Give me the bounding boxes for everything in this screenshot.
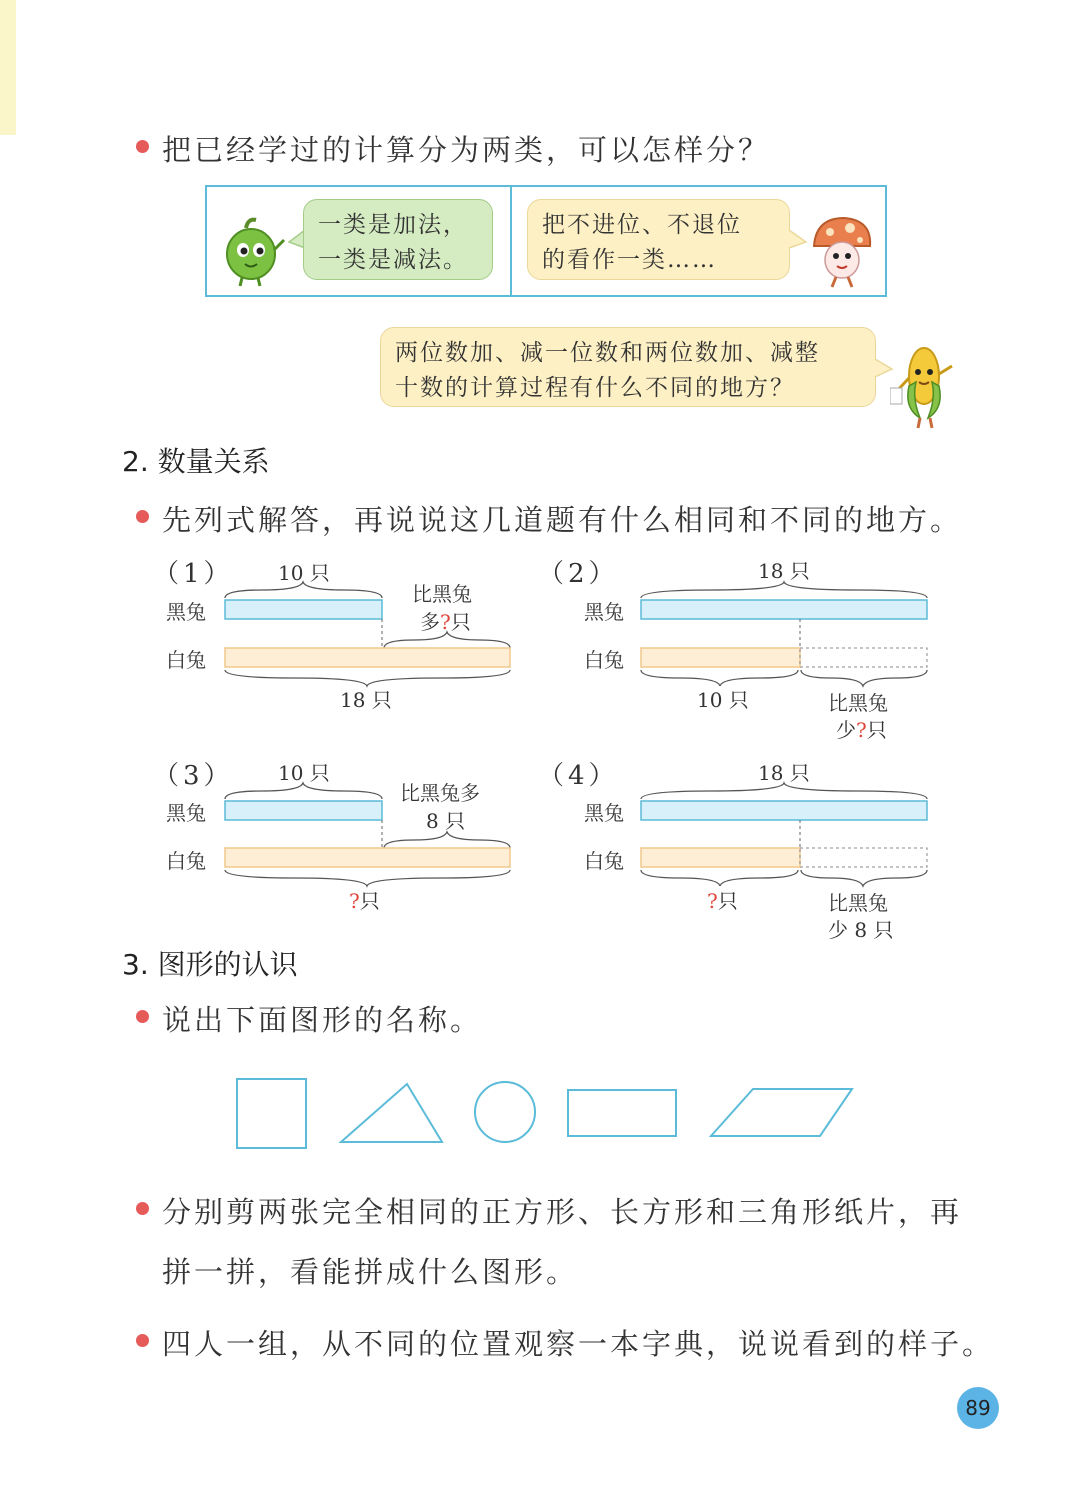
count-label: 18 只 (758, 761, 810, 785)
mushroom-character-icon (810, 216, 874, 290)
question-text: 先列式解答，再说说这几道题有什么相同和不同的地方。 (162, 503, 963, 537)
count-label: 10 只 (278, 761, 330, 785)
difference-unit: 只 (866, 718, 887, 742)
page-number-badge: 89 (957, 1387, 999, 1429)
difference-label: 比黑兔 (828, 891, 888, 915)
problem-number: （2） (538, 559, 619, 589)
bubble-line: 把不进位、不退位 (542, 212, 742, 238)
difference-label: 比黑兔 (412, 582, 472, 606)
question-text: 说出下面图形的名称。 (162, 1003, 483, 1037)
count-unit: 只 (359, 889, 380, 913)
white-rabbit-bar (225, 648, 510, 667)
count-label: 10 只 (278, 561, 330, 585)
bullet-icon (136, 1334, 149, 1347)
row-label-black: 黑兔 (166, 801, 206, 825)
row-label-white: 白兔 (166, 849, 206, 873)
pepper-character-icon (218, 214, 288, 289)
shapes-row (0, 1070, 1080, 1160)
brace (641, 582, 927, 598)
white-rabbit-bar (225, 848, 510, 867)
count-label: 18 只 (340, 688, 392, 712)
bullet-icon (136, 510, 149, 523)
bubble-line: 十数的计算过程有什么不同的地方？ (395, 375, 795, 401)
section-heading: 2. 数量关系 (122, 445, 270, 478)
question-mark: ? (856, 718, 867, 742)
brace (384, 832, 510, 848)
difference-unit: 只 (450, 610, 471, 634)
row-label-white: 白兔 (584, 849, 624, 873)
question-mark: ? (440, 610, 451, 634)
circle-shape (475, 1082, 535, 1142)
triangle-shape (341, 1084, 442, 1142)
row-label-black: 黑兔 (584, 801, 624, 825)
difference-prefix: 少 (836, 718, 856, 742)
question-text: 把已经学过的计算分为两类，可以怎样分？ (162, 133, 771, 167)
row-label-white: 白兔 (584, 648, 624, 672)
unknown-count-label (707, 885, 738, 914)
bullet-icon (136, 1010, 149, 1023)
difference-prefix: 多 (420, 610, 440, 634)
black-rabbit-bar (225, 801, 382, 820)
white-rabbit-bar (641, 648, 800, 667)
row-label-black: 黑兔 (166, 600, 206, 624)
question-mark: ? (349, 889, 360, 913)
discussion-divider (510, 185, 512, 297)
unknown-count-label (349, 885, 380, 914)
count-label: 18 只 (758, 559, 810, 583)
task-text: 四人一组，从不同的位置观察一本字典，说说看到的样子。 (162, 1327, 995, 1361)
count-unit: 只 (717, 889, 738, 913)
parallelogram-shape (711, 1089, 852, 1136)
brace (801, 870, 927, 886)
missing-part (800, 648, 927, 667)
corn-character-icon (890, 338, 960, 430)
difference-label: 比黑兔 (828, 691, 888, 715)
problem-number: （3） (153, 761, 234, 791)
rectangle-shape (568, 1090, 676, 1136)
difference-label-2: 少 8 只 (828, 918, 894, 942)
bubble-line: 两位数加、减一位数和两位数加、减整 (395, 340, 820, 366)
difference-label-2 (420, 606, 471, 635)
speech-bubble-left (303, 199, 493, 280)
square-shape (237, 1079, 306, 1148)
speech-bubble-corn (380, 327, 876, 407)
difference-label: 比黑兔多 (400, 781, 480, 805)
white-rabbit-bar (641, 848, 800, 867)
row-label-black: 黑兔 (584, 600, 624, 624)
side-strip (0, 0, 16, 135)
section-heading: 3. 图形的认识 (122, 948, 298, 981)
task-text-line2: 拼一拼，看能拼成什么图形。 (162, 1255, 579, 1289)
bubble-tail (788, 228, 808, 252)
bubble-line: 一类是减法。 (318, 247, 468, 273)
black-rabbit-bar (641, 600, 927, 619)
count-label: 10 只 (697, 688, 749, 712)
difference-label-2 (836, 714, 887, 743)
bubble-line: 一类是加法， (318, 212, 468, 238)
black-rabbit-bar (641, 801, 927, 820)
problem-number: （1） (153, 559, 234, 589)
problem-number: （4） (538, 761, 619, 791)
bullet-icon (136, 1202, 149, 1215)
brace (641, 870, 798, 886)
black-rabbit-bar (225, 600, 382, 619)
bullet-icon (136, 140, 149, 153)
brace (801, 670, 927, 686)
brace (225, 870, 510, 886)
task-text-line1: 分别剪两张完全相同的正方形、长方形和三角形纸片，再 (162, 1195, 963, 1229)
speech-bubble-right (527, 199, 790, 280)
missing-part (800, 848, 927, 867)
row-label-white: 白兔 (166, 648, 206, 672)
question-mark: ? (707, 889, 718, 913)
difference-label-2: 8 只 (426, 809, 466, 833)
bubble-line: 的看作一类…… (542, 247, 717, 273)
